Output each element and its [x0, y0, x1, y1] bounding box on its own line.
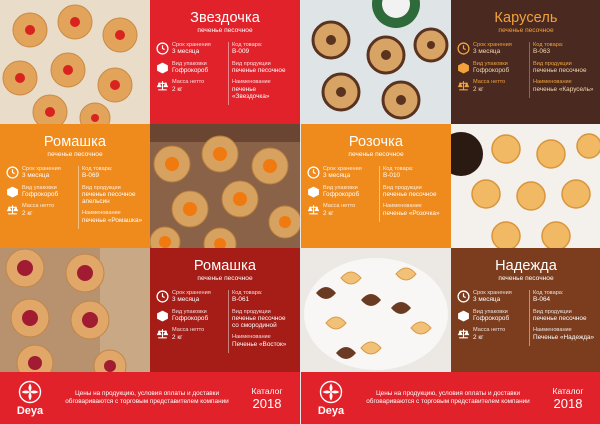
code-label: Код товара:: [82, 166, 113, 172]
scale-icon: [156, 327, 169, 340]
code-value: В-061: [232, 296, 250, 304]
code-label: Код товара:: [533, 42, 564, 48]
naming-label: Наименование: [232, 79, 271, 86]
flower-logo-icon: [319, 380, 343, 404]
shelf-life-label: Срок хранения: [323, 166, 362, 172]
code-value: В-064: [533, 296, 551, 304]
product-subtitle: печенье песочное: [348, 151, 404, 158]
info-panel-zvezdochka: [150, 0, 300, 124]
weight-value: 2 кг: [22, 209, 33, 217]
product-title: Ромашка: [43, 134, 107, 150]
naming-value: Печенье «Восток»: [232, 340, 287, 348]
weight-value: 2 кг: [473, 333, 484, 341]
info-panel-romashka-orange: [0, 124, 150, 248]
box-icon: [457, 309, 470, 322]
packaging-label: Вид упаковки: [172, 308, 207, 315]
catalog-year: 2018: [553, 395, 583, 411]
shelf-life-value: 3 месяца: [473, 296, 501, 304]
product-title: Звездочка: [190, 10, 260, 26]
shelf-life-label: Срок хранения: [473, 42, 512, 48]
code-label: Код товара:: [383, 166, 414, 172]
cookie-photo-swirl: [301, 0, 451, 124]
code-label: Код товара:: [533, 290, 564, 296]
product-subtitle: печенье песочное: [197, 275, 253, 282]
code-value: В-069: [82, 172, 100, 180]
clock-icon: [6, 166, 19, 179]
naming-label: Наименование: [232, 334, 271, 341]
photo-rozochka: [451, 124, 600, 248]
info-panel-nadezhda: [451, 248, 600, 372]
naming-value: Печенье «Надежда»: [533, 333, 595, 341]
type-label: Вид продукции: [232, 60, 271, 67]
shelf-life-label: Срок хранения: [172, 42, 211, 48]
scale-icon: [6, 203, 19, 216]
scale-icon: [457, 79, 470, 92]
weight-label: Масса нетто: [172, 79, 205, 86]
shelf-life-value: 3 месяца: [22, 172, 50, 180]
type-label: Вид продукции: [232, 308, 271, 315]
clock-icon: [307, 166, 320, 179]
product-title: Розочка: [348, 134, 404, 150]
product-title: Карусель: [494, 10, 558, 26]
weight-value: 2 кг: [473, 85, 484, 93]
catalog-word: Каталог: [251, 385, 283, 396]
product-subtitle: печенье песочное: [498, 275, 554, 282]
pricing-notice: Цены на продукцию, условия оплаты и доставки обговариваются с торговым представителем компании: [65, 390, 229, 405]
code-label: Код товара:: [232, 42, 263, 48]
packaging-value: Гофрокороб: [172, 315, 209, 323]
weight-value: 2 кг: [172, 333, 183, 341]
weight-label: Масса нетто: [473, 79, 506, 86]
product-subtitle: печенье песочное: [197, 27, 253, 34]
naming-value: печенье «Розочка»: [383, 209, 440, 217]
cookie-photo-currant: [0, 248, 150, 372]
photo-nadezhda: [301, 248, 451, 372]
weight-label: Масса нетто: [172, 327, 205, 334]
clock-icon: [457, 290, 470, 303]
packaging-value: Гофрокороб: [473, 315, 510, 323]
type-value: печенье песочное: [533, 315, 587, 323]
info-panel-rozochka: [301, 124, 451, 248]
box-icon: [6, 185, 19, 198]
catalog-label: [240, 386, 294, 411]
box-icon: [156, 61, 169, 74]
type-label: Вид продукции: [82, 184, 121, 191]
cookie-photo-two-tone: [301, 248, 451, 372]
naming-label: Наименование: [383, 203, 422, 210]
scale-icon: [156, 79, 169, 92]
shelf-life-label: Срок хранения: [473, 290, 512, 296]
brand-logo: [307, 380, 355, 417]
scale-icon: [457, 327, 470, 340]
shelf-life-value: 3 месяца: [473, 48, 501, 56]
product-subtitle: печенье песочное: [498, 27, 554, 34]
weight-label: Масса нетто: [22, 203, 55, 210]
weight-label: Масса нетто: [323, 203, 356, 210]
shelf-life-value: 3 месяца: [172, 296, 200, 304]
type-value: печенье песочное: [383, 191, 437, 199]
photo-romashka-orange: [150, 124, 300, 248]
product-subtitle: печенье песочное: [47, 151, 103, 158]
flower-logo-icon: [18, 380, 42, 404]
type-label: Вид продукции: [533, 308, 572, 315]
photo-zvezdochka: [0, 0, 150, 124]
weight-value: 2 кг: [172, 85, 183, 93]
box-icon: [307, 185, 320, 198]
code-value: В-009: [232, 48, 250, 56]
brand-logo: [6, 380, 54, 417]
photo-karusel: [301, 0, 451, 124]
pricing-notice: Цены на продукцию, условия оплаты и доставки обговариваются с торговым представителем компании: [366, 390, 530, 405]
packaging-value: Гофрокороб: [473, 67, 510, 75]
naming-value: печенье «Звездочка»: [232, 85, 270, 100]
packaging-value: Гофрокороб: [172, 67, 209, 75]
brand-name: Deya: [16, 404, 44, 417]
packaging-label: Вид упаковки: [473, 60, 508, 67]
shelf-life-value: 3 месяца: [172, 48, 200, 56]
naming-label: Наименование: [533, 79, 572, 86]
footer-right: [301, 372, 600, 424]
info-panel-karusel: [451, 0, 600, 124]
weight-value: 2 кг: [323, 209, 334, 217]
type-value: печенье песочное: [232, 67, 286, 75]
code-value: В-063: [533, 48, 551, 56]
type-label: Вид продукции: [383, 184, 422, 191]
clock-icon: [156, 42, 169, 55]
type-label: Вид продукции: [533, 60, 572, 67]
code-label: Код товара:: [232, 290, 263, 296]
clock-icon: [457, 42, 470, 55]
packaging-value: Гофрокороб: [22, 191, 59, 199]
catalog-label: [541, 386, 595, 411]
photo-romashka-currant: [0, 248, 150, 372]
packaging-label: Вид упаковки: [22, 184, 57, 191]
naming-label: Наименование: [533, 327, 572, 334]
scale-icon: [307, 203, 320, 216]
cookie-photo-orange-jam: [150, 124, 300, 248]
weight-label: Масса нетто: [473, 327, 506, 334]
product-title: Ромашка: [193, 258, 257, 274]
packaging-label: Вид упаковки: [172, 60, 207, 67]
naming-value: печенье «Ромашка»: [82, 216, 143, 224]
type-value: печенье песочное апельсин: [82, 191, 136, 206]
box-icon: [457, 61, 470, 74]
code-value: В-010: [383, 172, 401, 180]
packaging-label: Вид упаковки: [473, 308, 508, 315]
catalog-page-right: [300, 0, 600, 424]
brand-name: Deya: [317, 404, 345, 417]
clock-icon: [156, 290, 169, 303]
box-icon: [156, 309, 169, 322]
shelf-life-value: 3 месяца: [323, 172, 351, 180]
type-value: печенье песочное со смородиной: [232, 315, 286, 330]
shelf-life-label: Срок хранения: [172, 290, 211, 296]
naming-value: печенье «Карусель»: [533, 85, 594, 93]
cookie-photo-rosettes: [451, 124, 600, 248]
info-panel-romashka-currant: [150, 248, 300, 372]
catalog-word: Каталог: [552, 385, 584, 396]
product-title: Надежда: [495, 258, 557, 274]
naming-label: Наименование: [82, 210, 121, 217]
shelf-life-label: Срок хранения: [22, 166, 61, 172]
catalog-year: 2018: [252, 395, 282, 411]
type-value: печенье песочное: [533, 67, 587, 75]
packaging-value: Гофрокороб: [323, 191, 360, 199]
cookie-photo-red-jam: [0, 0, 150, 124]
footer-left: [0, 372, 300, 424]
packaging-label: Вид упаковки: [323, 184, 358, 191]
